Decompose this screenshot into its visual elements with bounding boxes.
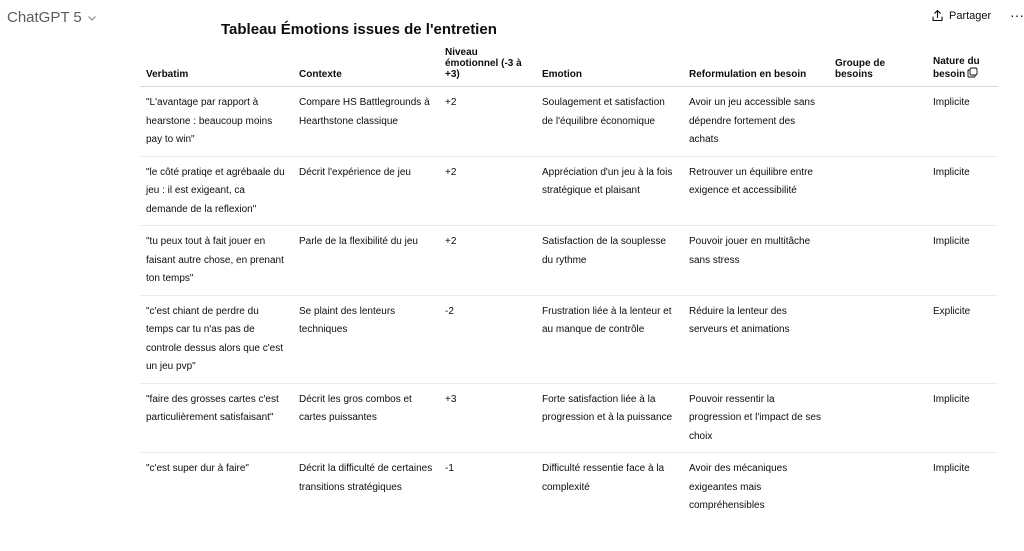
cell-emotion: Difficulté ressentie face à la complexité	[542, 463, 665, 493]
cell-niveau: +3	[439, 383, 536, 453]
cell-groupe	[829, 156, 927, 226]
cell-reformulation: Retrouver un équilibre entre exigence et accessibilité	[683, 156, 829, 226]
more-options-button[interactable]: ···	[1010, 7, 1024, 23]
cell-groupe	[829, 295, 927, 383]
cell-niveau: -1	[445, 463, 454, 474]
cell-nature: Implicite	[927, 156, 998, 226]
emotions-table	[140, 45, 998, 522]
cell-reformulation: Pouvoir jouer en multitâche sans stress	[683, 226, 829, 296]
model-name: ChatGPT 5	[7, 9, 82, 26]
table-row	[140, 383, 998, 453]
cell-verbatim: "le côté pratiqe et agrébaale du jeu : il est exigeant, ca demande de la reflexion"	[140, 156, 293, 226]
column-header-nature-label: Nature du besoin	[933, 56, 980, 80]
cell-nature: Implicite	[927, 383, 998, 453]
emotions-table-container	[140, 45, 1000, 522]
share-icon	[931, 9, 944, 22]
column-header-contexte: Contexte	[293, 45, 439, 87]
cell-contexte: Décrit la difficulté de certaines transitions stratégiques	[299, 463, 433, 493]
copy-icon[interactable]	[967, 67, 978, 78]
document-title: Tableau Émotions issues de l'entretien	[221, 21, 497, 38]
cell-niveau: +2	[439, 226, 536, 296]
cell-niveau: +2	[439, 87, 536, 157]
cell-reformulation: Réduire la lenteur des serveurs et animations	[683, 295, 829, 383]
column-header-nature	[927, 45, 998, 87]
cell-reformulation: Avoir un jeu accessible sans dépendre fortement des achats	[683, 87, 829, 157]
cell-contexte: Parle de la flexibilité du jeu	[293, 226, 439, 296]
cell-nature: Implicite	[927, 87, 998, 157]
cell-verbatim: "tu peux tout à fait jouer en faisant autre chose, en prenant ton temps"	[140, 226, 293, 296]
cell-nature: Explicite	[927, 295, 998, 383]
cell-niveau: -2	[439, 295, 536, 383]
table-row	[140, 156, 998, 226]
cell-groupe	[829, 383, 927, 453]
cell-emotion: Frustration liée à la lenteur et au manque de contrôle	[536, 295, 683, 383]
table-row	[140, 226, 998, 296]
cell-groupe	[829, 87, 927, 157]
column-header-reformulation: Reformulation en besoin	[683, 45, 829, 87]
cell-nature: Implicite	[933, 463, 970, 474]
cell-groupe	[829, 453, 927, 522]
cell-verbatim: "faire des grosses cartes c'est particulièrement satisfaisant"	[140, 383, 293, 453]
cell-emotion: Forte satisfaction liée à la progression et à la puissance	[536, 383, 683, 453]
column-header-niveau: Niveau émotionnel (-3 à +3)	[439, 45, 536, 87]
table-header-row	[140, 45, 998, 87]
table-row	[140, 87, 998, 157]
cell-verbatim: "c'est super dur à faire"	[146, 463, 249, 474]
column-header-emotion: Emotion	[536, 45, 683, 87]
table-row	[140, 453, 998, 522]
cell-emotion: Satisfaction de la souplesse du rythme	[536, 226, 683, 296]
cell-nature: Implicite	[927, 226, 998, 296]
column-header-verbatim: Verbatim	[140, 45, 293, 87]
column-header-groupe: Groupe de besoins	[829, 45, 927, 87]
cell-reformulation: Pouvoir ressentir la progression et l'impact de ses choix	[683, 383, 829, 453]
share-button[interactable]	[931, 9, 991, 22]
cell-emotion: Soulagement et satisfaction de l'équilibre économique	[536, 87, 683, 157]
cell-contexte: Compare HS Battlegrounds à Hearthstone classique	[293, 87, 439, 157]
cell-verbatim: "c'est chiant de perdre du temps car tu n'as pas de controle dessus alors que c'est un jeu pvp"	[140, 295, 293, 383]
model-selector[interactable]	[7, 9, 98, 26]
cell-contexte: Décrit les gros combos et cartes puissantes	[293, 383, 439, 453]
cell-contexte: Décrit l'expérience de jeu	[293, 156, 439, 226]
chevron-down-icon	[86, 12, 98, 24]
cell-groupe	[829, 226, 927, 296]
share-label: Partager	[949, 9, 992, 22]
table-row	[140, 295, 998, 383]
cell-verbatim: "L'avantage par rapport à hearstone : beaucoup moins pay to win"	[140, 87, 293, 157]
cell-reformulation: Avoir des mécaniques exigeantes mais compréhensibles	[689, 463, 788, 511]
cell-niveau: +2	[439, 156, 536, 226]
cell-emotion: Appréciation d'un jeu à la fois stratégique et plaisant	[536, 156, 683, 226]
cell-contexte: Se plaint des lenteurs techniques	[293, 295, 439, 383]
